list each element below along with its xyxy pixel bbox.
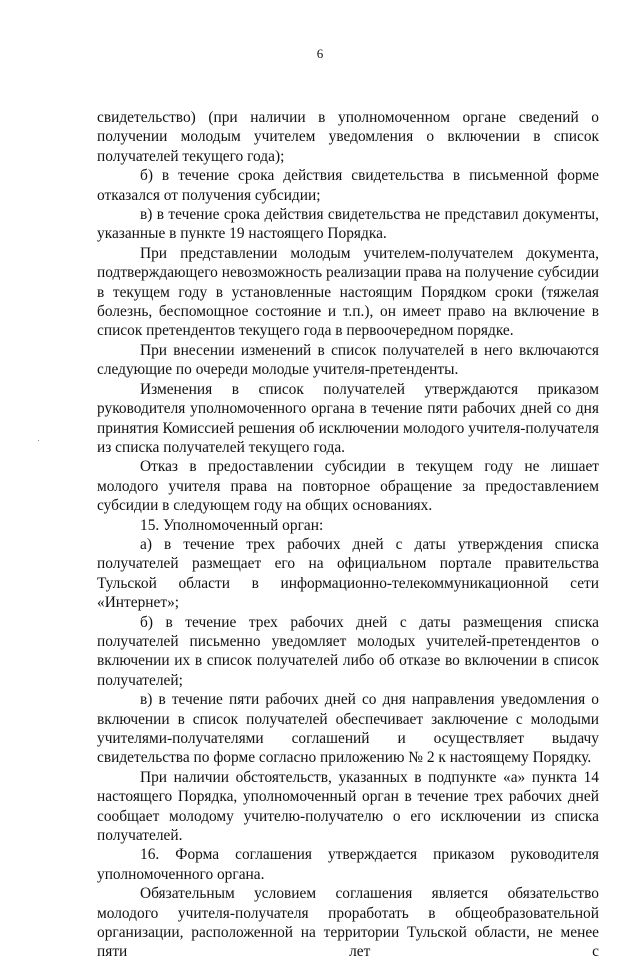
paragraph: 15. Уполномоченный орган:: [140, 516, 324, 534]
paragraph: б) в течение срока действия свидетельства в письменной форме отказался от получения субсидии;: [97, 167, 599, 204]
paragraph: в) в течение срока действия свидетельства не представил документы, указанные в пункте 19 настоящего Порядка.: [97, 206, 599, 243]
document-body: [97, 108, 599, 962]
paragraph: Обязательным условием соглашения является обязательство молодого учителя-получателя проработать в общеобразовательной организации, расположенной на территории Тульской области, не менее пяти лет с: [97, 885, 599, 961]
paragraph: Отказ в предоставлении субсидии в текущем году не лишает молодого учителя права на повторное обращение за предоставлением субсидии в следующем году на общих основаниях.: [97, 458, 599, 515]
page-number: 6: [316, 46, 324, 61]
paragraph: При представлении молодым учителем-получателем документа, подтверждающего невозможность реализации права на получение субсидии в текущем году в установленные настоящим Порядком сроки (тяжелая болезнь, беспомощное состояние и т.п.), он имеет право на включение в список претендентов текущего года в первоочередном порядке.: [97, 244, 599, 340]
margin-mark: [38, 440, 39, 441]
paragraph: а) в течение трех рабочих дней с даты утверждения списка получателей размещает его на официальном портале правительства Тульской области в информационно-телекоммуникационной сети «Интернет»;: [97, 535, 599, 612]
paragraph: При наличии обстоятельств, указанных в подпункте «а» пункта 14 настоящего Порядка, уполномоченный орган в течение трех рабочих дней сообщает молодому учителю-получателю о его исключении из списка получателей.: [97, 768, 599, 845]
paragraph: Изменения в список получателей утверждаются приказом руководителя уполномоченного органа в течение пяти рабочих дней со дня принятия Комиссией решения об исключении молодого учителя-получателя из списка получателей текущего года.: [97, 380, 599, 456]
paragraph: 16. Форма соглашения утверждается приказом руководителя уполномоченного органа.: [97, 846, 599, 883]
paragraph: При внесении изменений в список получателей в него включаются следующие по очереди молодые учителя-претенденты.: [97, 341, 599, 379]
paragraph: б) в течение трех рабочих дней с даты размещения списка получателей письменно уведомляет молодых учителей-претендентов о включении их в список получателей либо об отказе во включении в список получателей;: [97, 613, 599, 689]
paragraph: в) в течение пяти рабочих дней со дня направления уведомления о включении в список получателей обеспечивает заключение с молодыми учителями-получателями соглашений и осуществляет выдачу свидетельства по форме согласно приложению № 2 к настоящему Порядку.: [97, 691, 599, 767]
paragraph: свидетельство) (при наличии в уполномоченном органе сведений о получении молодым учителем уведомления о включении в список получателей текущего года);: [97, 109, 599, 165]
